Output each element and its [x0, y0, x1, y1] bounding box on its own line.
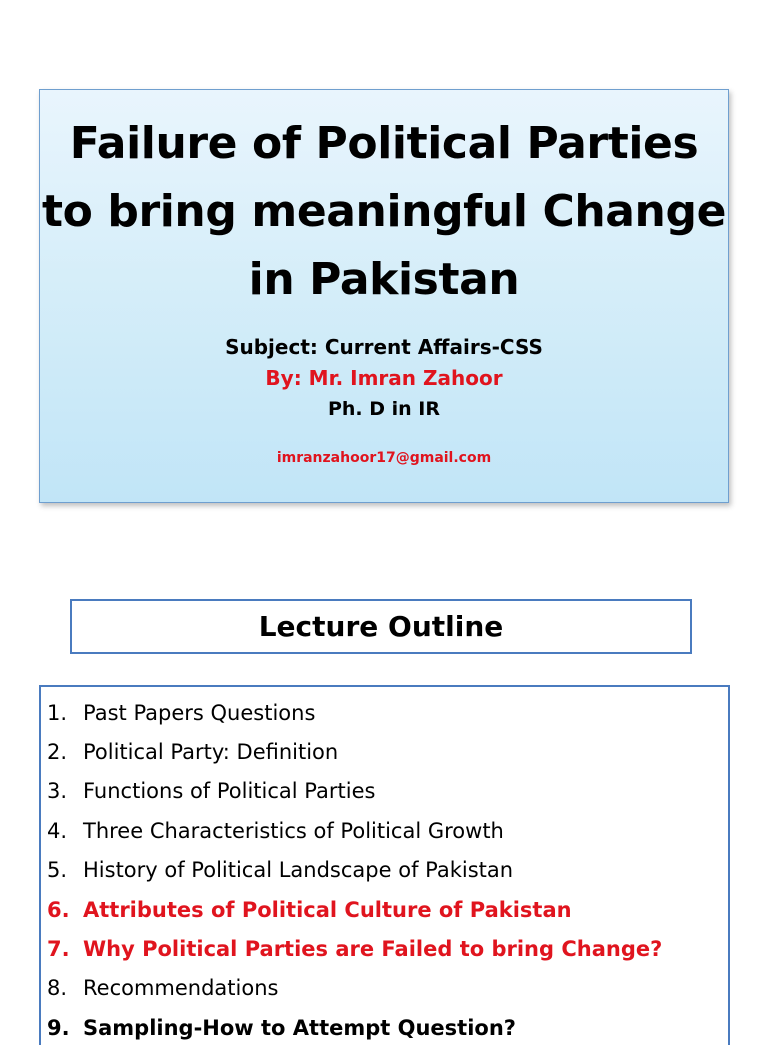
- subject-line: Subject: Current Affairs-CSS: [225, 335, 543, 359]
- outline-item-number: 4.: [47, 818, 68, 843]
- outline-list: [41, 687, 728, 1045]
- outline-item: [47, 811, 728, 850]
- outline-item-text: Three Characteristics of Political Growth: [83, 818, 504, 843]
- outline-item-text: Political Party: Definition: [83, 740, 339, 765]
- outline-item-number: 5.: [47, 858, 68, 883]
- outline-item-text: Past Papers Questions: [83, 700, 316, 725]
- outline-item: [47, 890, 728, 929]
- degree-line: Ph. D in IR: [327, 398, 441, 420]
- outline-item: [47, 851, 728, 890]
- outline-item-text: Functions of Political Parties: [83, 779, 376, 804]
- outline-item: [47, 772, 728, 811]
- outline-item-text: Sampling-How to Attempt Question?: [83, 1015, 516, 1040]
- outline-item-text: Why Political Parties are Failed to bring Change?: [83, 937, 663, 962]
- outline-box: [39, 685, 730, 1045]
- presentation-title: Failure of Political Parties to bring meaningful Change in Pakistan: [41, 118, 727, 305]
- outline-item-number: 1.: [47, 700, 68, 725]
- outline-item-text: Recommendations: [83, 976, 279, 1001]
- outline-item: [47, 929, 728, 968]
- outline-item-text: History of Political Landscape of Pakistan: [83, 858, 514, 883]
- outline-item: [47, 732, 728, 771]
- title-slide: [39, 89, 729, 503]
- outline-item: [47, 969, 728, 1008]
- outline-item-number: 9.: [47, 1015, 70, 1040]
- outline-heading: Lecture Outline: [70, 599, 692, 654]
- outline-item: [47, 693, 728, 732]
- outline-item-number: 2.: [47, 740, 68, 765]
- outline-item-number: 8.: [47, 976, 68, 1001]
- outline-item-text: Attributes of Political Culture of Pakistan: [83, 897, 572, 922]
- outline-item-number: 7.: [47, 937, 70, 962]
- outline-item-number: 3.: [47, 779, 68, 804]
- author-line: By: Mr. Imran Zahoor: [265, 366, 503, 390]
- outline-item: [47, 1008, 728, 1045]
- outline-item-number: 6.: [47, 897, 70, 922]
- email-line: imranzahoor17@gmail.com: [276, 450, 492, 466]
